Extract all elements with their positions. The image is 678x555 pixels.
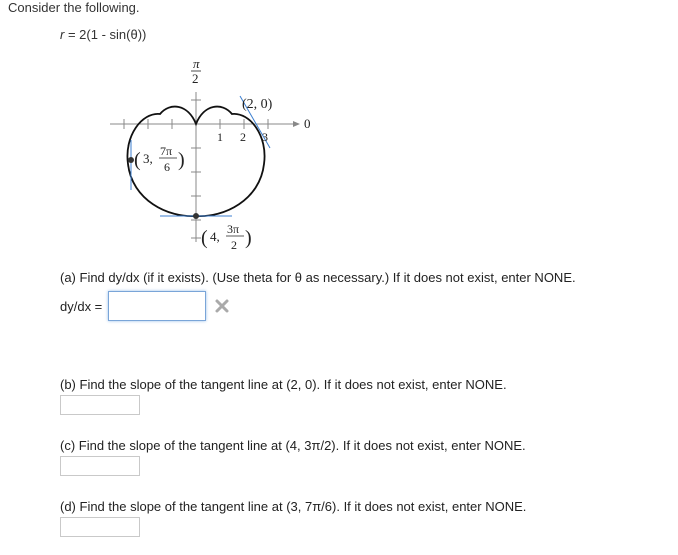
label-zero: 0 [304,116,311,131]
x-mark-icon[interactable] [214,298,230,314]
question-c: (c) Find the slope of the tangent line at (4, 3π/2). If it does not exist, enter NONE. [60,438,526,453]
polar-graph [100,52,330,262]
paren-open-c: ( [201,227,208,249]
dydx-input[interactable] [108,291,206,321]
label-point-2-0: (2, 0) [242,97,273,112]
question-d: (d) Find the slope of the tangent line at (3, 7π/6). If it does not exist, enter NONE. [60,499,527,514]
label-point-c-prefix: 4, [210,229,220,244]
slope-input-d[interactable] [60,517,140,537]
answer-row-a [60,291,230,321]
equation-rhs: = 2(1 - sin(θ)) [67,27,147,42]
label-point-c-num: 3π [227,222,240,236]
question-b: (b) Find the slope of the tangent line at (2, 0). If it does not exist, enter NONE. [60,377,507,392]
tick-label-3: 3 [262,130,268,144]
label-point-c-den: 2 [231,238,237,252]
equation-lhs: r [60,27,65,42]
dydx-label: dy/dx = [60,298,103,314]
label-point-b-den: 6 [164,160,170,174]
paren-close-c: ) [245,227,252,249]
question-a: (a) Find dy/dx (if it exists). (Use theta for θ as necessary.) If it does not exist, enter NONE. [60,270,576,285]
tick-label-1: 1 [217,130,223,144]
equation [60,27,146,42]
label-pi-half-num: π [193,56,200,71]
paren-open-b: ( [134,149,141,171]
point-4-3pi2 [193,213,199,219]
x-axis-arrow [293,121,300,127]
slope-input-b[interactable] [60,395,140,415]
intro-text: Consider the following. [8,0,140,15]
slope-input-c[interactable] [60,456,140,476]
tick-label-2: 2 [240,130,246,144]
label-pi-half-den: 2 [192,71,199,86]
label-point-b-prefix: 3, [143,151,153,166]
paren-close-b: ) [178,149,185,171]
label-point-b-num: 7π [160,144,173,158]
